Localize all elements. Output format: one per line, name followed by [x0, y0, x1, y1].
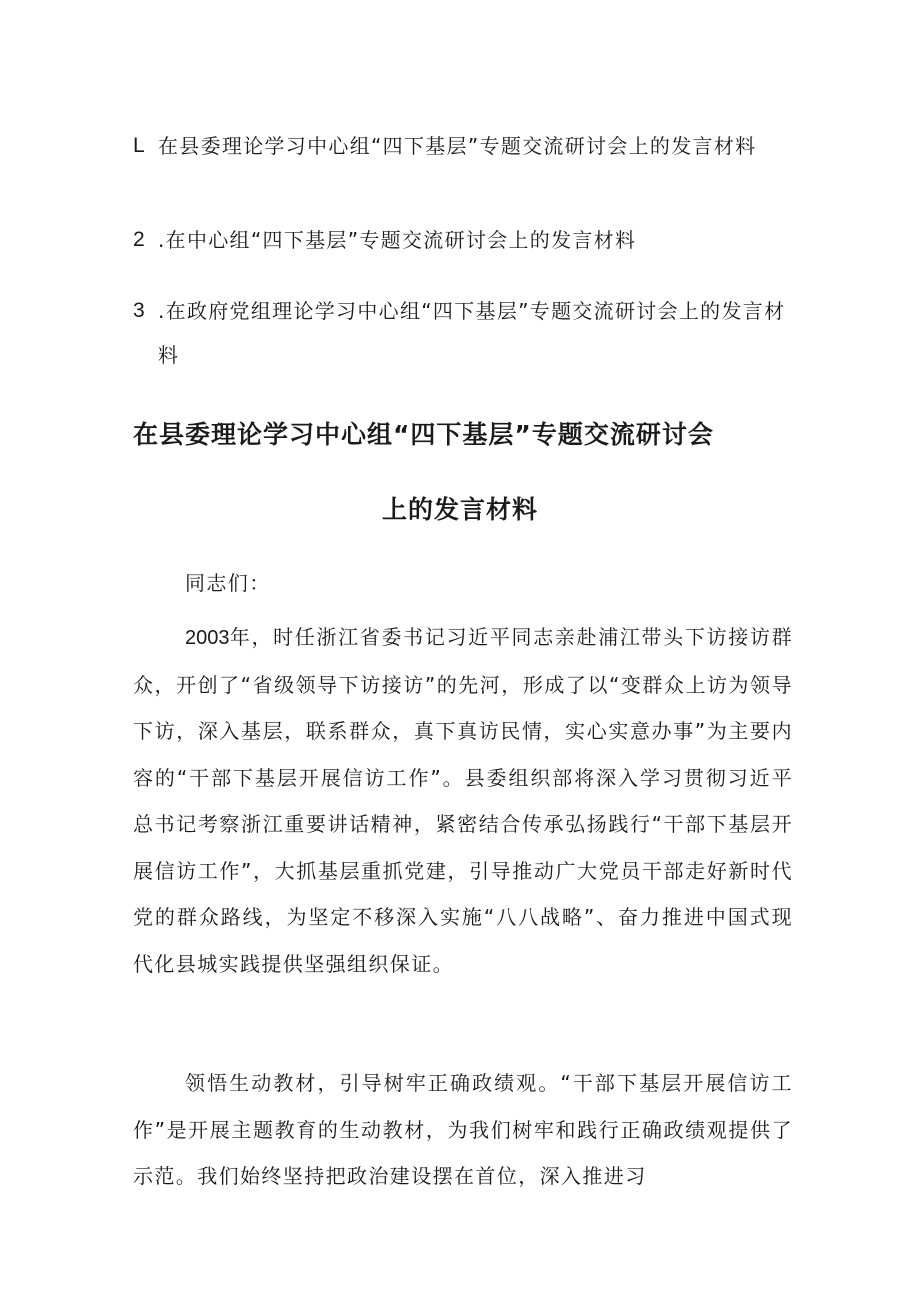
toc-item-number: 3 [133, 299, 146, 322]
toc-item [133, 289, 793, 377]
paragraph-1 [133, 614, 793, 987]
article-title-line-1: 在县委理论学习中心组“四下基层”专题交流研讨会 [133, 420, 714, 449]
article-title-line-2-text: 上的发言材料 [381, 495, 538, 524]
toc-item-number: L [133, 134, 146, 157]
toc-item [133, 124, 793, 212]
paragraph-1-year: 2003 [185, 627, 230, 649]
paragraph-2: 领悟生动教材，引导树牢正确政绩观。“干部下基层开展信访工作”是开展主题教育的生动教材，为我们树牢和践行正确政绩观提供了示范。我们始终坚持把政治建设摆在首位，深入推进习 [133, 1071, 793, 1188]
toc-item-text: .在政府党组理论学习中心组“四下基层”专题交流研讨会上的发言材料 [158, 299, 786, 367]
table-of-contents [133, 124, 793, 377]
article-title-line-2 [0, 490, 920, 526]
greeting: 同志们： [185, 571, 271, 595]
toc-item [133, 218, 793, 262]
paragraph-1-text: 年，时任浙江省委书记习近平同志亲赴浦江带头下访接访群众，开创了“省级领导下访接访”的先河，形成了以“变群众上访为领导下访，深入基层，联系群众，真下真访民情，实心实意办事”为主要内容的“干部下基层开展信访工作”。县委组织部将深入学习贯彻习近平总书记考察浙江重要讲话精神，紧密结合传承弘扬践行“干部下基层开展信访工作”，大抓基层重抓党建，引导推动广大党员干部走好新时代党的群众路线，为坚定不移深入实施“八八战略”、奋力推进中国式现代化县城实践提供坚强组织保证。 [133, 625, 793, 976]
toc-item-number: 2 [133, 228, 146, 251]
toc-item-text: 在县委理论学习中心组“四下基层”专题交流研讨会上的发言材料 [158, 134, 757, 158]
toc-item-text: .在中心组“四下基层”专题交流研讨会上的发言材料 [158, 228, 637, 252]
